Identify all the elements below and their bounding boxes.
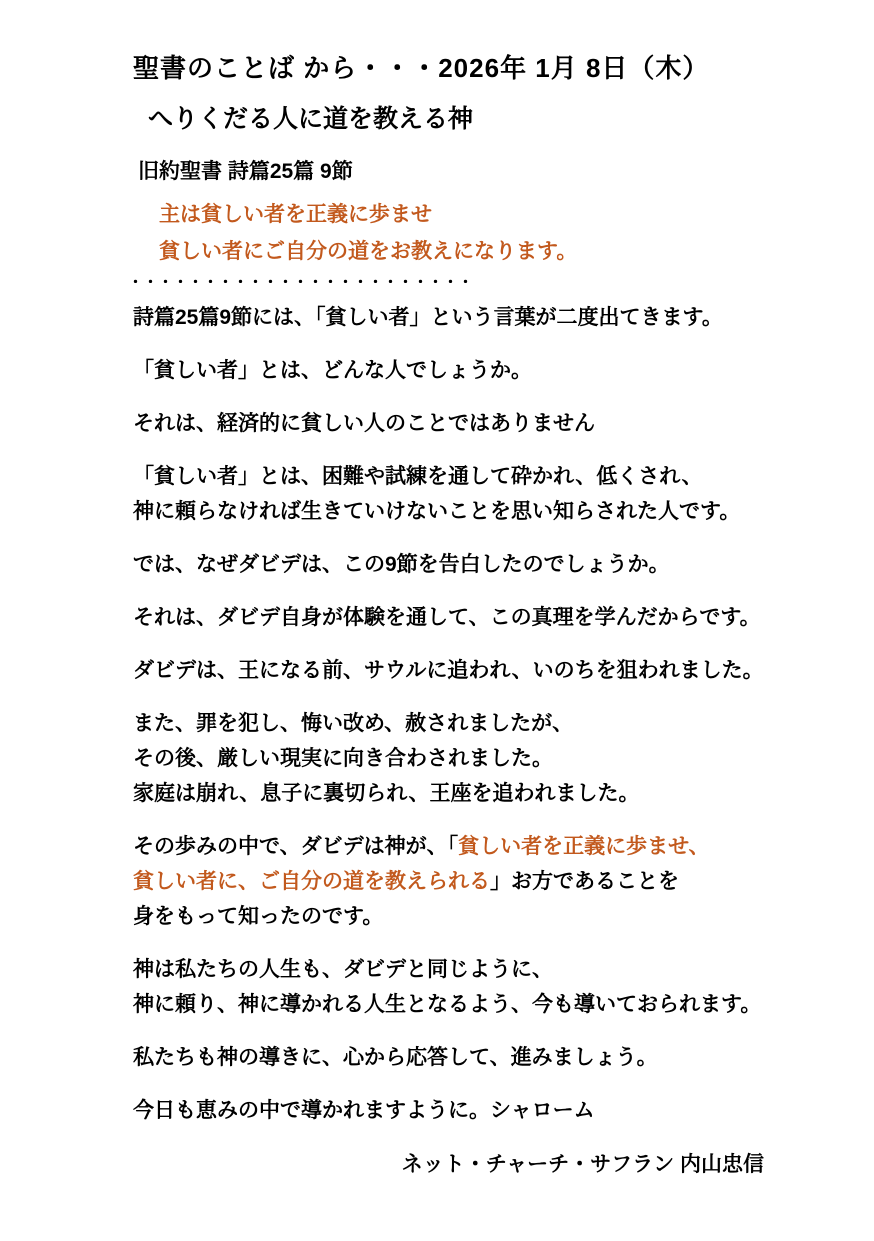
text-segment: 私たちも神の導きに、心から応答して、進みましょう。 bbox=[133, 1046, 658, 1069]
text-segment: それは、ダビデ自身が体験を通して、この真理を学んだからです。 bbox=[133, 606, 761, 629]
scripture-quote-line: 主は貧しい者を正義に歩ませ bbox=[159, 203, 432, 226]
text-segment: ダビデは、王になる前、サウルに追われ、いのちを狙われました。 bbox=[133, 659, 764, 682]
body-paragraph bbox=[133, 706, 764, 811]
text-segment: 神は私たちの人生も、ダビデと同じように、 bbox=[133, 958, 553, 981]
text-segment: 神に頼らなければ生きていけないことを思い知らされた人です。 bbox=[133, 500, 741, 523]
text-segment: 詩篇25篇9節には、「貧しい者」という言葉が二度出てきます。 bbox=[133, 306, 723, 329]
scripture-quote bbox=[133, 196, 764, 270]
page-title: 聖書のことば から・・・2026年 1月 8日（木） bbox=[133, 53, 710, 83]
text-segment: その歩みの中で、ダビデは神が、「 bbox=[133, 835, 459, 858]
body-paragraphs bbox=[133, 300, 764, 1128]
text-segment: 身をもって知ったのです。 bbox=[133, 905, 384, 928]
text-segment: また、罪を犯し、悔い改め、赦されましたが、 bbox=[133, 712, 574, 735]
body-paragraph bbox=[133, 459, 764, 529]
page-subtitle: へりくだる人に道を教える神 bbox=[148, 105, 474, 133]
body-paragraph bbox=[133, 547, 764, 582]
text-segment: 「貧しい者」とは、どんな人でしょうか。 bbox=[133, 359, 532, 382]
text-segment: 」お方であることを bbox=[490, 870, 679, 893]
text-segment: 神に頼り、神に導かれる人生となるよう、今も導いておられます。 bbox=[133, 993, 762, 1016]
text-segment: では、なぜダビデは、この9節を告白したのでしょうか。 bbox=[133, 553, 670, 576]
text-segment: 今日も恵みの中で導かれますように。シャローム bbox=[133, 1099, 595, 1122]
accent-text-segment: 貧しい者に、ご自分の道を教えられる bbox=[133, 870, 490, 893]
body-paragraph bbox=[133, 952, 764, 1022]
body-paragraph bbox=[133, 1040, 764, 1075]
text-segment: その後、厳しい現実に向き合わされました。 bbox=[133, 747, 553, 770]
text-segment: 「貧しい者」とは、困難や試練を通して砕かれ、低くされ、 bbox=[133, 465, 703, 488]
body-paragraph bbox=[133, 300, 764, 335]
author-signature: ネット・チャーチ・サフラン 内山忠信 bbox=[401, 1153, 764, 1176]
dotted-divider: ・・・・・・・・・・・・・・・・・・・・・・・ bbox=[128, 274, 474, 291]
body-paragraph bbox=[133, 653, 764, 688]
scripture-quote-line: 貧しい者にご自分の道をお教えになります。 bbox=[159, 240, 578, 263]
body-paragraph bbox=[133, 600, 764, 635]
accent-text-segment: 貧しい者を正義に歩ませ、 bbox=[458, 835, 710, 858]
body-paragraph bbox=[133, 406, 764, 441]
text-segment: 家庭は崩れ、息子に裏切られ、王座を追われました。 bbox=[133, 782, 640, 805]
body-paragraph bbox=[133, 829, 764, 934]
body-paragraph bbox=[133, 1093, 764, 1128]
scripture-reference: 旧約聖書 詩篇25篇 9節 bbox=[138, 160, 353, 183]
body-paragraph bbox=[133, 353, 764, 388]
text-segment: それは、経済的に貧しい人のことではありません bbox=[133, 412, 595, 435]
